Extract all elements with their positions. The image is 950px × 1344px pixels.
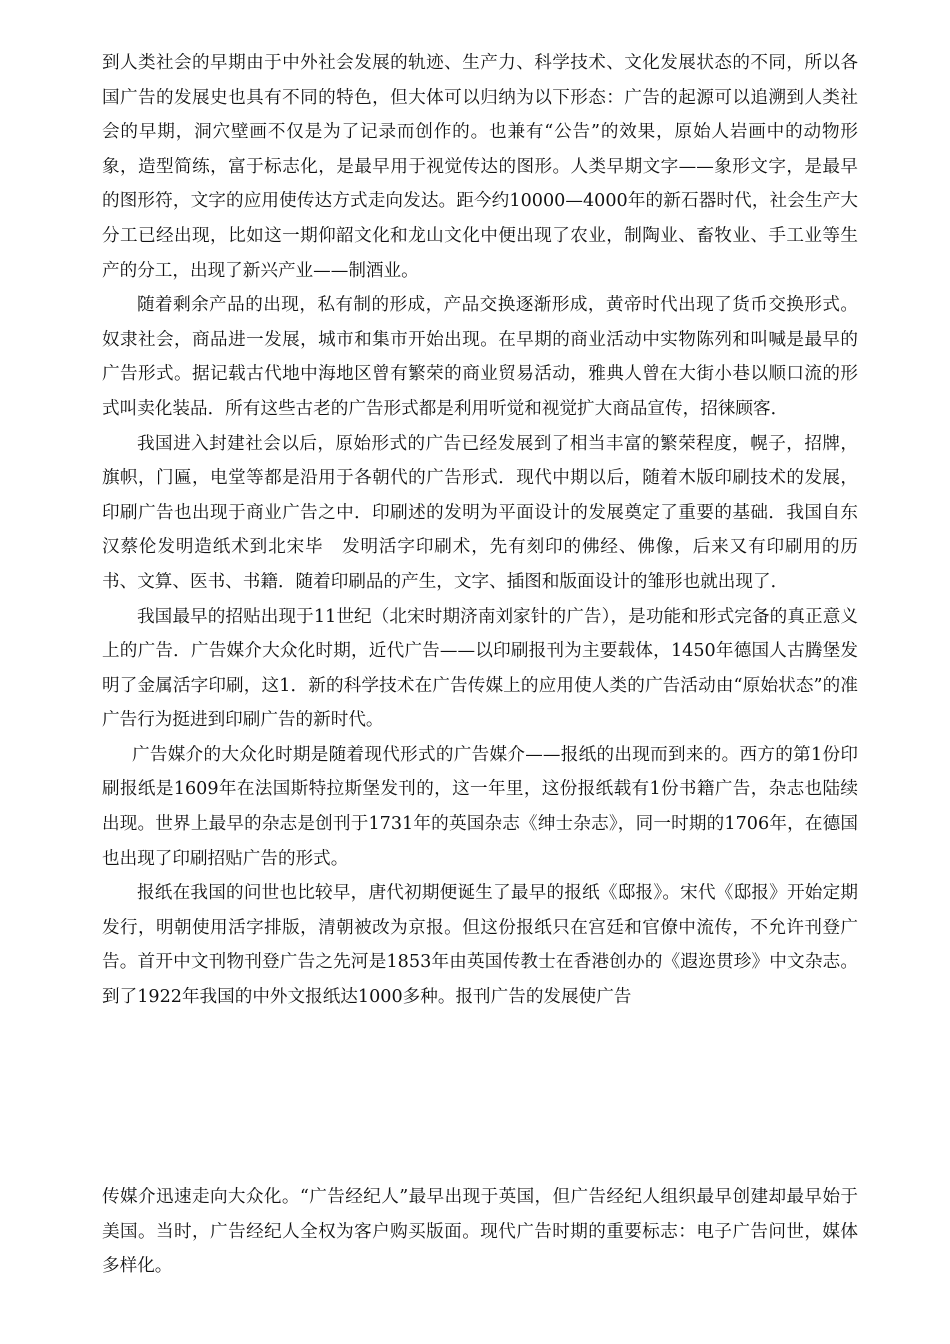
paragraph-continuation: 传媒介迅速走向大众化。“广告经纪人”最早出现于英国，但广告经纪人组织最早创建却最早始于美国。当时，广告经纪人全权为客户购买版面。现代广告时期的重要标志：电子广告问世，媒体多样化。	[102, 1187, 858, 1277]
paragraph-early-commerce: 随着剩余产品的出现，私有制的形成，产品交换逐渐形成，黄帝时代出现了货币交换形式。奴隶社会，商品进一发展，城市和集市开始出现。在早期的商业活动中实物陈列和叫喊是最早的广告形式。据记载古代地中海地区曾有繁荣的商业贸易活动，雅典人曾在大街小巷以顺口流的形式叫卖化装品．所有这些古老的广告形式都是利用听觉和视觉扩大商品宣传，招徕顾客．	[102, 295, 858, 419]
main-text-block	[102, 46, 858, 1015]
paragraph-chinese-newspapers: 报纸在我国的问世也比较早，唐代初期便诞生了最早的报纸《邸报》。宋代《邸报》开始定期发行，明朝使用活字排版，清朝被改为京报。但这份报纸只在宫廷和官僚中流传，不允许刊登广告。首开中文刊物刊登广告之先河是1853年由英国传教士在香港创办的《遐迩贯珍》中文杂志。到了1922年我国的中外文报纸达1000多种。报刊广告的发展使广告	[102, 883, 858, 1008]
paragraph-earliest-poster: 我国最早的招贴出现于11世纪（北宋时期济南刘家针的广告），是功能和形式完备的真正意义上的广告．广告媒介大众化时期，近代广告——以印刷报刊为主要载体，1450年德国人古腾堡发明了金属活字印刷，这1．新的科学技术在广告传媒上的应用使人类的广告活动由“原始状态”的准广告行为挺进到印刷广告的新时代。	[102, 606, 858, 731]
paragraph-feudal-printing: 我国进入封建社会以后，原始形式的广告已经发展到了相当丰富的繁荣程度，幌子，招牌，旗帜，门匾，电堂等都是沿用于各朝代的广告形式．现代中期以后，随着木版印刷技术的发展，印刷广告也出现于商业广告之中．印刷述的发明为平面设计的发展奠定了重要的基础．我国自东汉蔡伦发明造纸术到北宋毕 发明活字印刷术，先有刻印的佛经、佛像，后来又有印刷用的历书、文算、医书、书籍．随着印刷品的产生，文字、插图和版面设计的雏形也就出现了．	[102, 433, 858, 592]
paragraph-mass-media: 广告媒介的大众化时期是随着现代形式的广告媒介——报纸的出现而到来的。西方的第1份印刷报纸是1609年在法国斯特拉斯堡发刊的，这一年里，这份报纸载有1份书籍广告，杂志也陆续出现。世界上最早的杂志是创刊于1731年的英国杂志《绅士杂志》，同一时期的1706年，在德国也出现了印刷招贴广告的形式。	[102, 744, 858, 869]
continuation-text-block	[102, 1180, 858, 1284]
paragraph-origins: 到人类社会的早期由于中外社会发展的轨迹、生产力、科学技术、文化发展状态的不同，所以各国广告的发展史也具有不同的特色，但大体可以归纳为以下形态：广告的起源可以追溯到人类社会的早期，洞穴壁画不仅是为了记录而创作的。也兼有“公告”的效果，原始人岩画中的动物形象，造型简练，富于标志化，是最早用于视觉传达的图形。人类早期文字——象形文字，是最早的图形符，文字的应用使传达方式走向发达。距今约10000—4000年的新石器时代，社会生产大分工已经出现，比如这一期仰韶文化和龙山文化中便出现了农业，制陶业、畜牧业、手工业等生产的分工，出现了新兴产业——制酒业。	[102, 53, 858, 281]
